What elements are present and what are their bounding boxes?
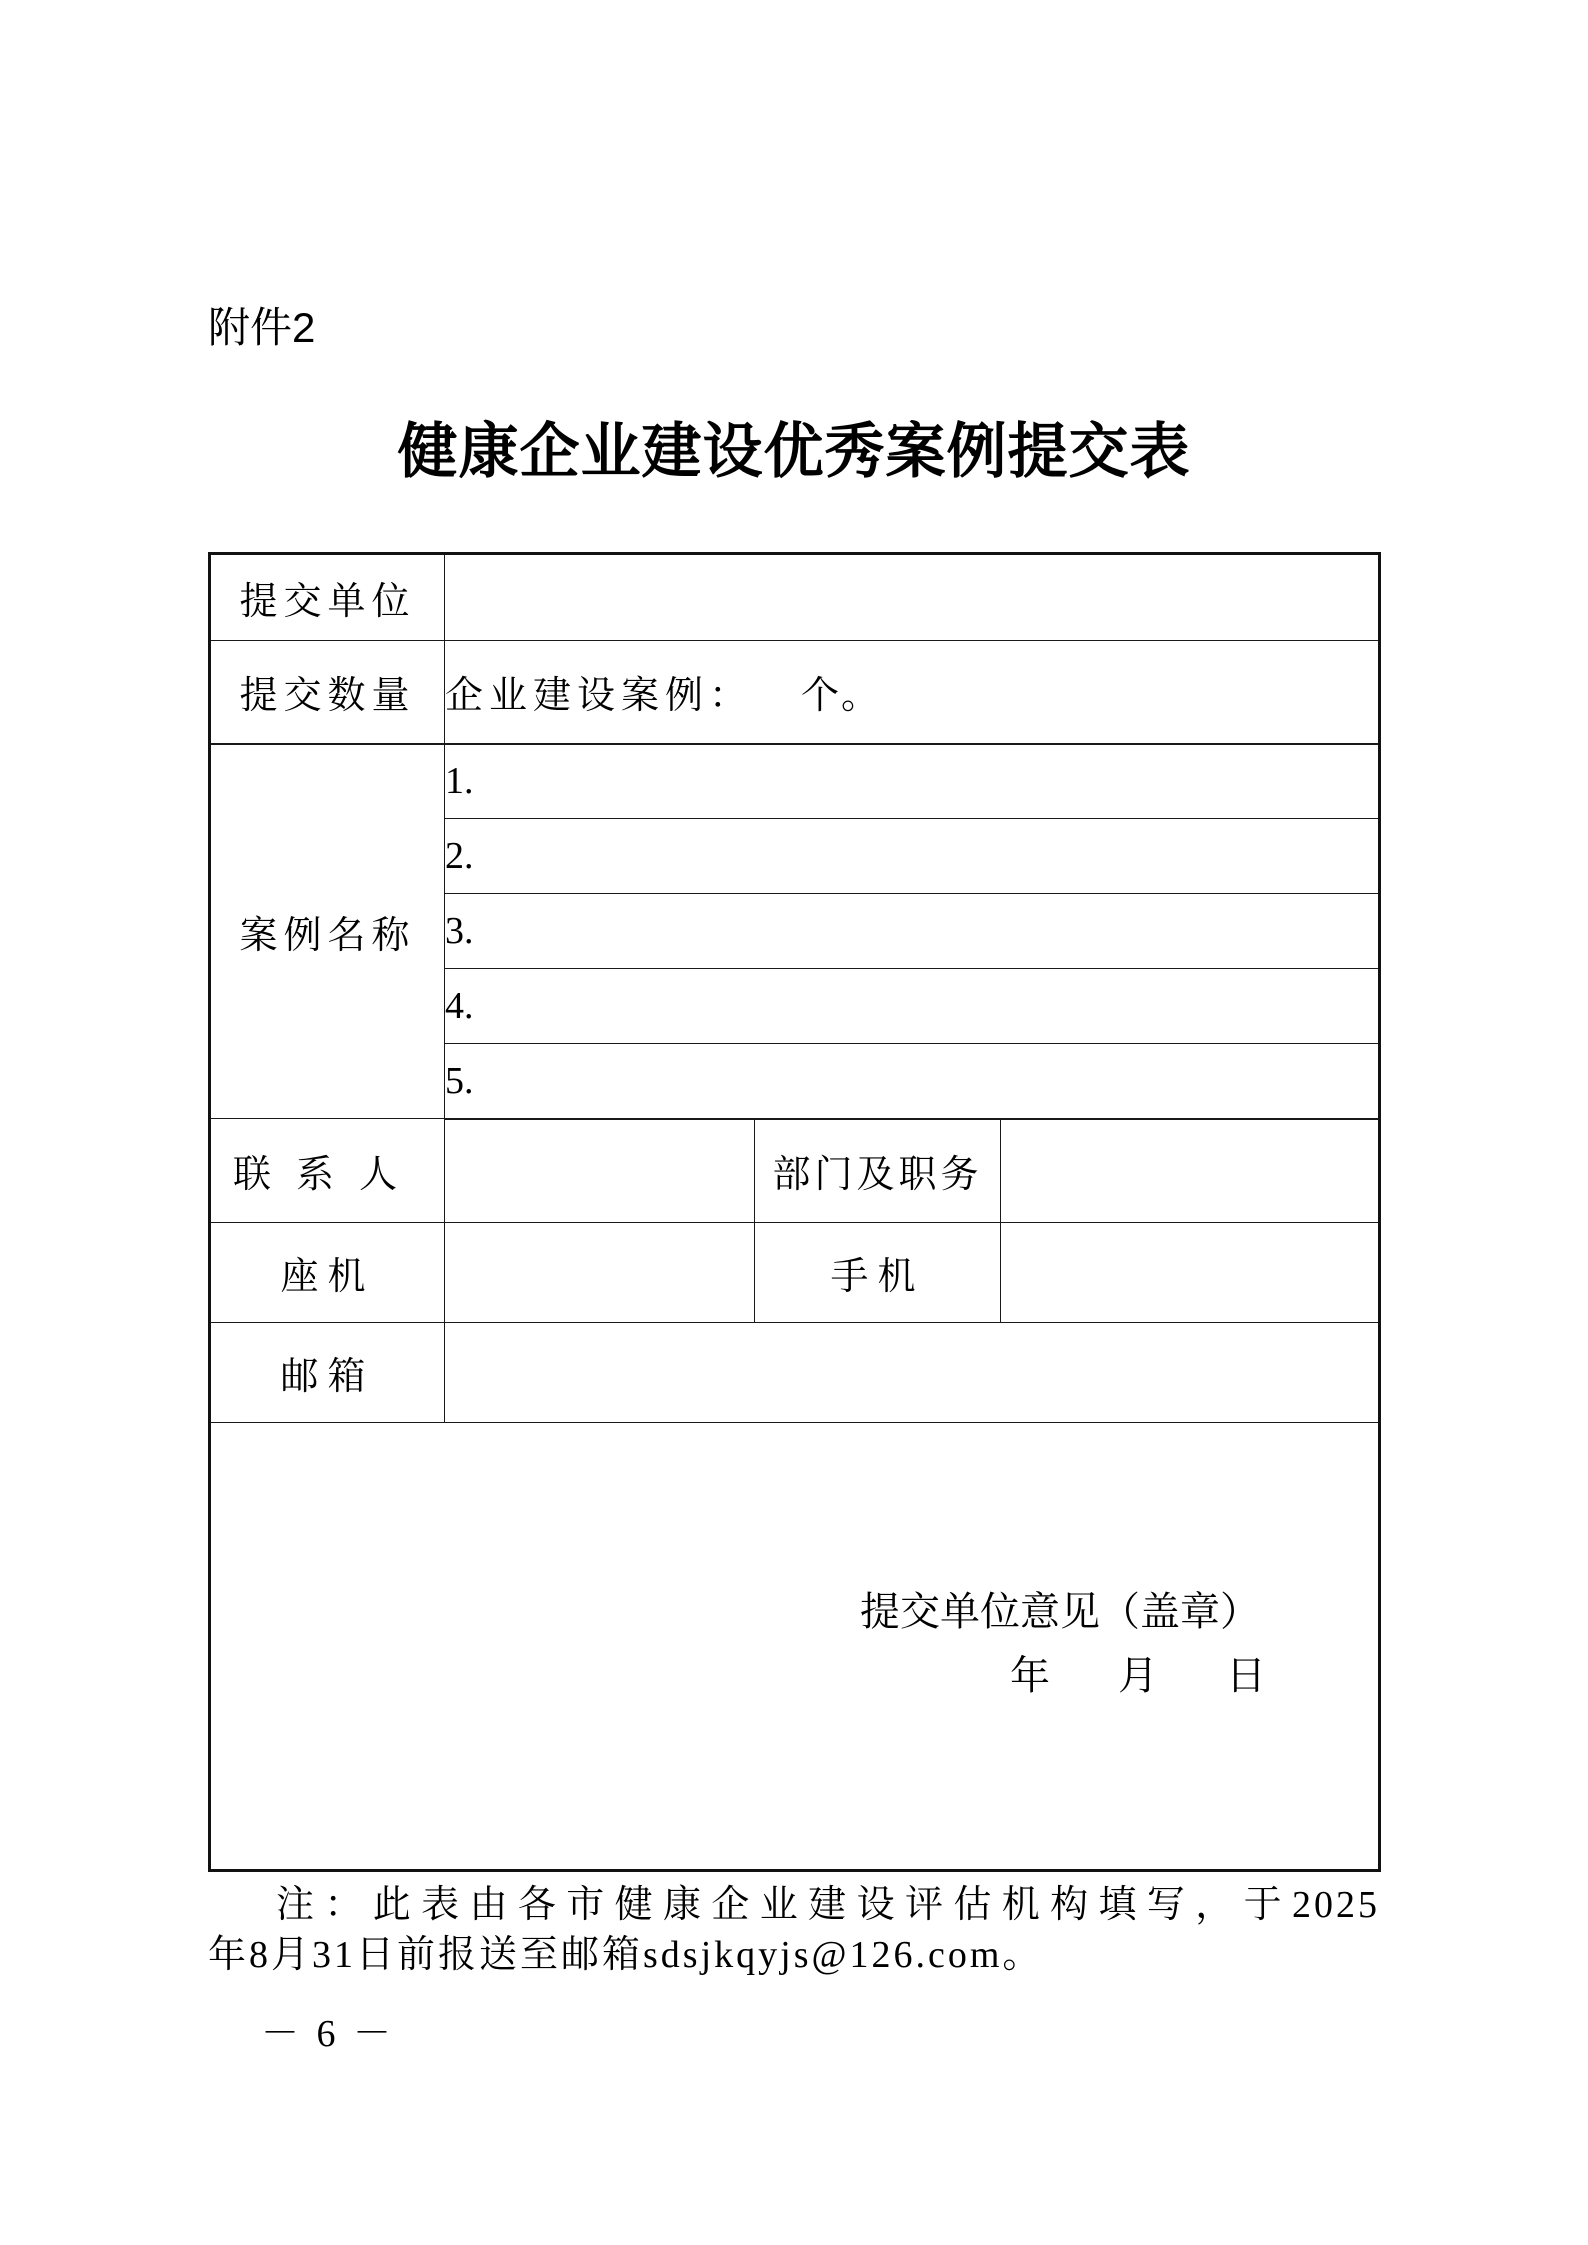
opinion-date-line: 年 月 日 bbox=[1010, 1653, 1267, 1698]
row-opinion bbox=[210, 1423, 1380, 1871]
row-submit-count bbox=[210, 641, 1380, 744]
submission-form-table bbox=[208, 552, 1381, 1872]
landline-value-cell[interactable] bbox=[445, 1223, 755, 1323]
row-case-1 bbox=[210, 744, 1380, 819]
footnote-line-1: 注：此表由各市健康企业建设评估机构填写，于2025 bbox=[276, 1884, 1380, 1926]
row-email bbox=[210, 1323, 1380, 1423]
landline-label: 座机 bbox=[210, 1223, 445, 1323]
case-name-3-cell[interactable]: 3. bbox=[445, 894, 1380, 969]
department-value-cell[interactable] bbox=[1001, 1119, 1380, 1223]
footnote bbox=[208, 1880, 1380, 1980]
mobile-value-cell[interactable] bbox=[1001, 1223, 1380, 1323]
opinion-stamp-cell[interactable] bbox=[210, 1423, 1380, 1871]
case-names-label: 案例名称 bbox=[210, 744, 445, 1119]
submit-unit-value-cell[interactable] bbox=[445, 554, 1380, 641]
email-value-cell[interactable] bbox=[445, 1323, 1380, 1423]
contact-value-cell[interactable] bbox=[445, 1119, 755, 1223]
page-title: 健康企业建设优秀案例提交表 bbox=[397, 419, 1191, 485]
opinion-stamp-line: 提交单位意见（盖章） bbox=[860, 1589, 1261, 1634]
row-submit-unit bbox=[210, 554, 1380, 641]
submit-count-suffix: 个。 bbox=[801, 675, 882, 718]
submit-count-prefix: 企业建设案例： bbox=[445, 675, 754, 718]
email-label: 邮箱 bbox=[210, 1323, 445, 1423]
submit-count-label: 提交数量 bbox=[210, 641, 445, 744]
attachment-label: 附件2 bbox=[208, 304, 316, 351]
department-label: 部门及职务 bbox=[755, 1119, 1001, 1223]
footnote-line-2: 年8月31日前报送至邮箱sdsjkqyjs@126.com。 bbox=[208, 1934, 1044, 1976]
case-name-4-cell[interactable]: 4. bbox=[445, 969, 1380, 1044]
case-name-2-cell[interactable]: 2. bbox=[445, 819, 1380, 894]
submit-count-value-cell[interactable] bbox=[445, 641, 1380, 744]
page-number: － 6 － bbox=[260, 2013, 395, 2055]
row-contact bbox=[210, 1119, 1380, 1223]
contact-label: 联系人 bbox=[210, 1119, 445, 1223]
mobile-label: 手机 bbox=[755, 1223, 1001, 1323]
case-name-1-cell[interactable]: 1. bbox=[445, 744, 1380, 819]
submit-unit-label: 提交单位 bbox=[210, 554, 445, 641]
case-name-5-cell[interactable]: 5. bbox=[445, 1044, 1380, 1119]
row-phones bbox=[210, 1223, 1380, 1323]
